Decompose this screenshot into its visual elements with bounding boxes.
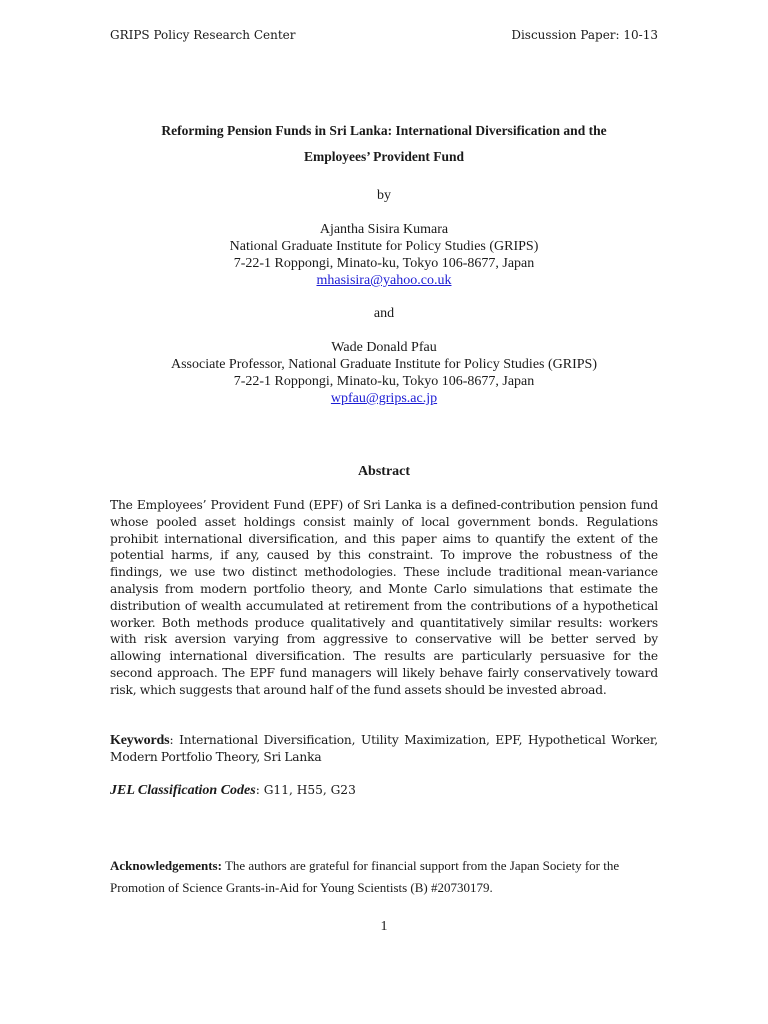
jel-label: JEL Classification Codes: [110, 783, 256, 798]
page-number: 1: [380, 919, 388, 934]
author-block-1: [100, 221, 668, 289]
author-email-link[interactable]: mhasisira@yahoo.co.uk: [316, 273, 452, 288]
header-paper-number: Discussion Paper: 10-13: [511, 28, 658, 42]
author-address: 7-22-1 Roppongi, Minato-ku, Tokyo 106-8677, Japan: [233, 374, 535, 389]
abstract-heading: Abstract: [357, 464, 411, 479]
author-name: Ajantha Sisira Kumara: [319, 222, 449, 237]
jel-text: : G11, H55, G23: [255, 783, 356, 797]
running-header: [110, 27, 658, 43]
title-line-1: Reforming Pension Funds in Sri Lanka: International Diversification and the: [161, 123, 607, 138]
author-block-2: [100, 339, 668, 407]
by-line: by: [377, 188, 391, 203]
author-name: Wade Donald Pfau: [331, 340, 437, 355]
keywords-text: : International Diversification, Utility Maximization, EPF, Hypothetical Worker, Modern Portfolio Theory, Sri Lanka: [110, 733, 658, 764]
paper-title: [100, 118, 668, 170]
and-line: and: [373, 306, 395, 321]
acknowledgements-text: The authors are grateful for financial support from the Japan Society for the Promotion of Science Grants-in-Aid for Young Scientists (B) #20730179.: [110, 858, 620, 895]
author-affiliation: National Graduate Institute for Policy Studies (GRIPS): [229, 239, 539, 254]
header-institution: GRIPS Policy Research Center: [110, 28, 296, 42]
abstract-text: The Employees’ Provident Fund (EPF) of Sri Lanka is a defined-contribution pension fund whose pooled asset holdings consist mainly of local government bonds. Regulations prohibit international diversification, and this paper aims to quantify the extent of the potential harms, if any, caused by this constraint. To improve the robustness of the findings, we use two distinct methodologies. These include traditional mean-variance analysis from modern portfolio theory, and Monte Carlo simulations that estimate the distribution of wealth accumulated at retirement from the contributions of a hypothetical worker. Both methods produce qualitatively and quantitatively similar results: workers with risk aversion varying from aggressive to conservative will be better served by allowing international diversification. The results are particularly persuasive for the second approach. The EPF fund managers will likely behave fairly conservatively toward risk, which suggests that around half of the fund assets should be invested abroad.: [110, 498, 658, 697]
acknowledgements-paragraph: [110, 855, 658, 899]
author-affiliation: Associate Professor, National Graduate Institute for Policy Studies (GRIPS): [171, 357, 597, 372]
keywords-paragraph: [110, 732, 658, 766]
author-address: 7-22-1 Roppongi, Minato-ku, Tokyo 106-8677, Japan: [233, 256, 535, 271]
title-line-2: Employees’ Provident Fund: [303, 149, 464, 164]
author-email-link[interactable]: wpfau@grips.ac.jp: [330, 391, 438, 406]
acknowledgements-label: Acknowledgements:: [110, 858, 222, 873]
keywords-label: Keywords: [110, 733, 170, 748]
jel-codes-paragraph: [110, 782, 658, 799]
